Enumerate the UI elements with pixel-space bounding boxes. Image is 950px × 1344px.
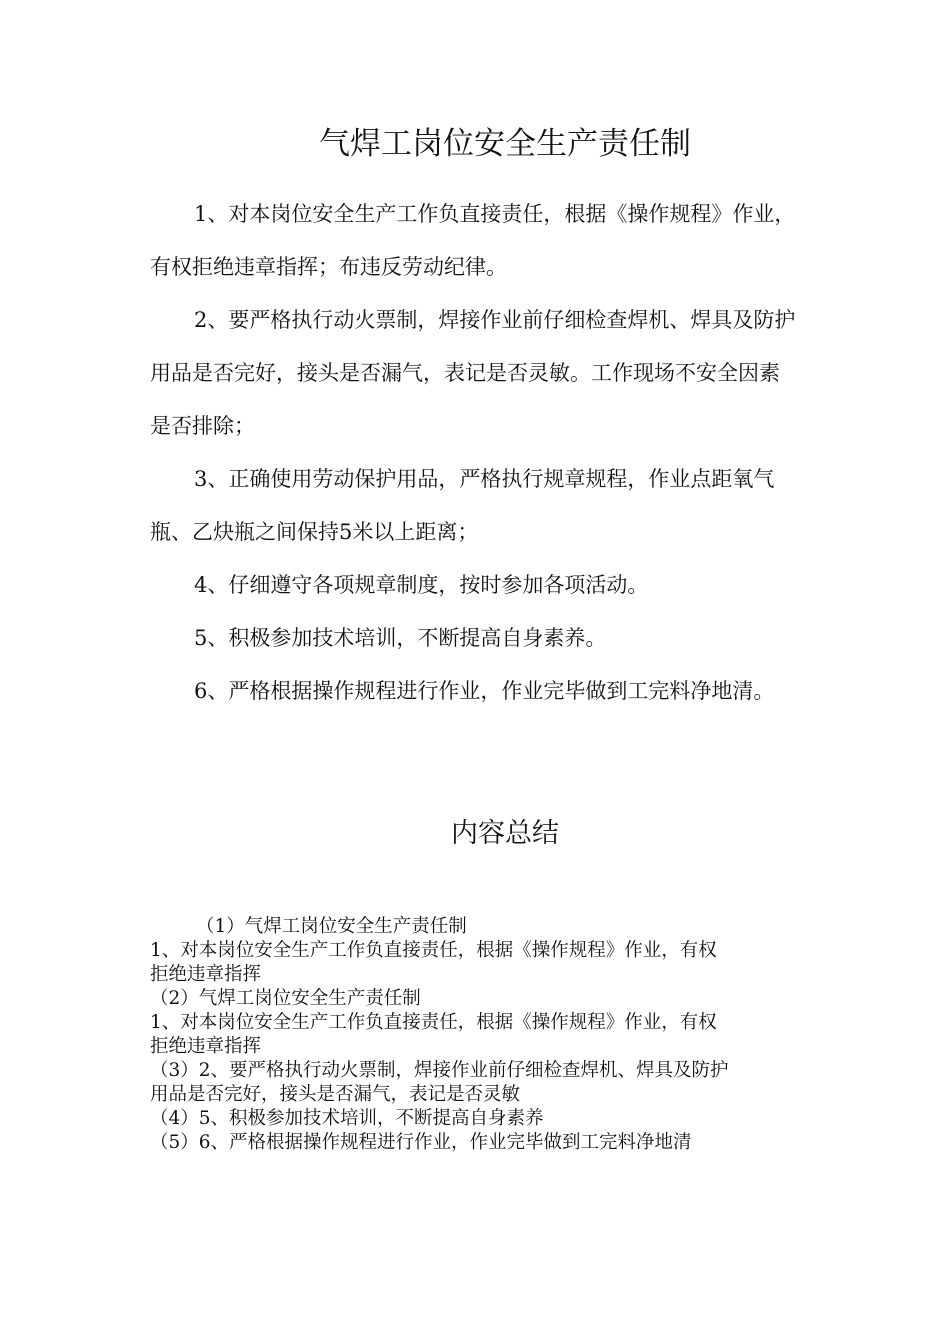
summary-line-5: 1、对本岗位安全生产工作负直接责任，根据《操作规程》作业，有权	[150, 1012, 717, 1033]
paragraph-4: 4、仔细遵守各项规章制度，按时参加各项活动。	[194, 573, 649, 597]
summary-line-3: 拒绝违章指挥	[150, 964, 262, 985]
document-title: 气焊工岗位安全生产责任制	[319, 126, 691, 162]
summary-line-9: （4）5、积极参加技术培训，不断提高自身素养	[150, 1108, 544, 1129]
summary-line-1: （1）气焊工岗位安全生产责任制	[196, 916, 467, 937]
paragraph-2: 2、要严格执行动火票制，焊接作业前仔细检查焊机、焊具及防护用品是否完好，接头是否漏气，表记是否灵敏。工作现场不安全因素是否排除；	[150, 308, 796, 438]
paragraph-5: 5、积极参加技术培训，不断提高自身素养。	[194, 626, 607, 650]
summary-line-2: 1、对本岗位安全生产工作负直接责任，根据《操作规程》作业，有权	[150, 940, 717, 961]
summary-line-10: （5）6、严格根据操作规程进行作业，作业完毕做到工完料净地清	[150, 1132, 692, 1153]
paragraph-3: 3、正确使用劳动保护用品，严格执行规章规程，作业点距氧气瓶、乙炔瓶之间保持5米以上距离；	[150, 467, 775, 544]
summary-title: 内容总结	[451, 818, 559, 849]
paragraph-1: 1、对本岗位安全生产工作负直接责任，根据《操作规程》作业，有权拒绝违章指挥；布违反劳动纪律。	[150, 202, 796, 279]
summary-line-7: （3）2、要严格执行动火票制，焊接作业前仔细检查焊机、焊具及防护	[150, 1060, 729, 1081]
paragraph-6: 6、严格根据操作规程进行作业，作业完毕做到工完料净地清。	[194, 679, 775, 703]
document-body	[150, 188, 800, 718]
summary-line-4: （2）气焊工岗位安全生产责任制	[150, 988, 421, 1009]
summary-line-6: 拒绝违章指挥	[150, 1036, 262, 1057]
summary-body	[150, 915, 800, 1155]
summary-line-8: 用品是否完好，接头是否漏气，表记是否灵敏	[150, 1084, 521, 1105]
